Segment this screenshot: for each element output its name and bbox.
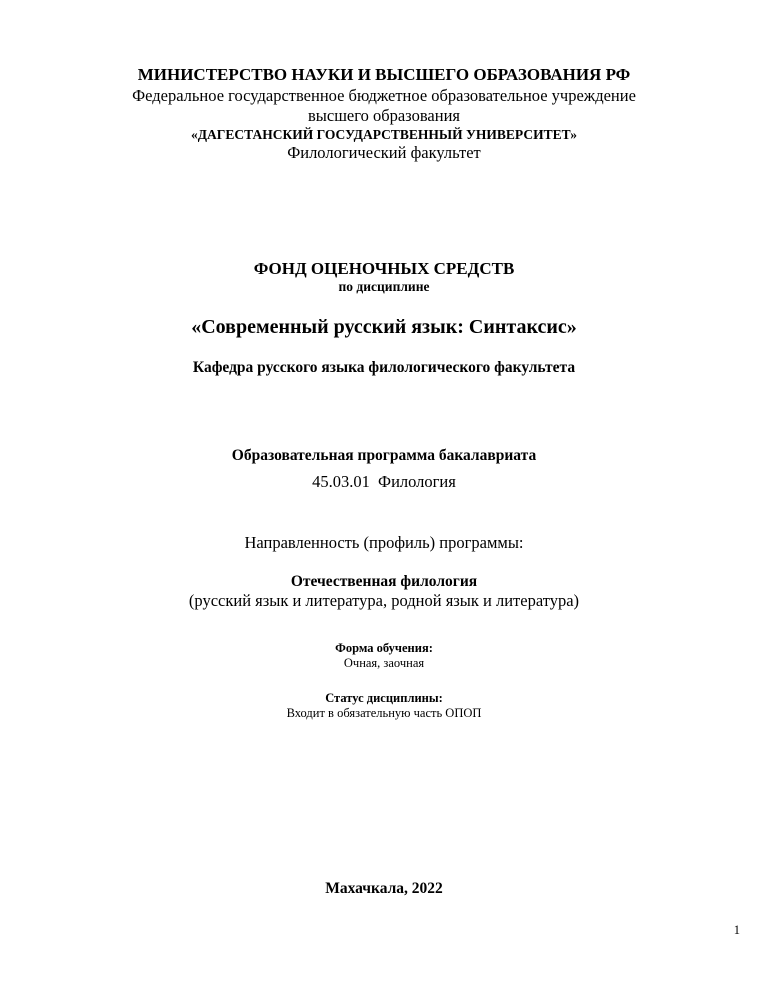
profile-details: (русский язык и литература, родной язык и литература) [188, 591, 580, 610]
ministry-heading: МИНИСТЕРСТВО НАУКИ И ВЫСШЕГО ОБРАЗОВАНИЯ РФ [137, 65, 631, 84]
faculty-name: Филологический факультет [287, 143, 481, 162]
discipline-status-value: Входит в обязательную часть ОПОП [286, 706, 482, 720]
discipline-status-label: Статус дисциплины: [325, 691, 443, 705]
program-label: Образовательная программа бакалавриата [231, 447, 537, 464]
profile-name: Отечественная филология [290, 573, 478, 590]
program-code: 45.03.01 Филология [312, 472, 456, 491]
discipline-name: «Современный русский язык: Синтаксис» [191, 316, 577, 338]
institution-type: Федеральное государственное бюджетное образовательное учреждение [132, 86, 636, 105]
document-title: ФОНД ОЦЕНОЧНЫХ СРЕДСТВ [253, 259, 515, 278]
by-discipline-label: по дисциплине [338, 279, 430, 294]
page-number: 1 [733, 923, 740, 937]
department-name: Кафедра русского языка филологического факультета [192, 359, 576, 376]
university-name: «ДАГЕСТАНСКИЙ ГОСУДАРСТВЕННЫЙ УНИВЕРСИТЕТ» [191, 127, 577, 142]
institution-type-continued: высшего образования [308, 106, 460, 125]
study-form-value: Очная, заочная [343, 656, 425, 670]
study-form-label: Форма обучения: [335, 641, 433, 655]
city-year: Махачкала, 2022 [325, 880, 443, 897]
direction-label: Направленность (профиль) программы: [244, 533, 524, 552]
